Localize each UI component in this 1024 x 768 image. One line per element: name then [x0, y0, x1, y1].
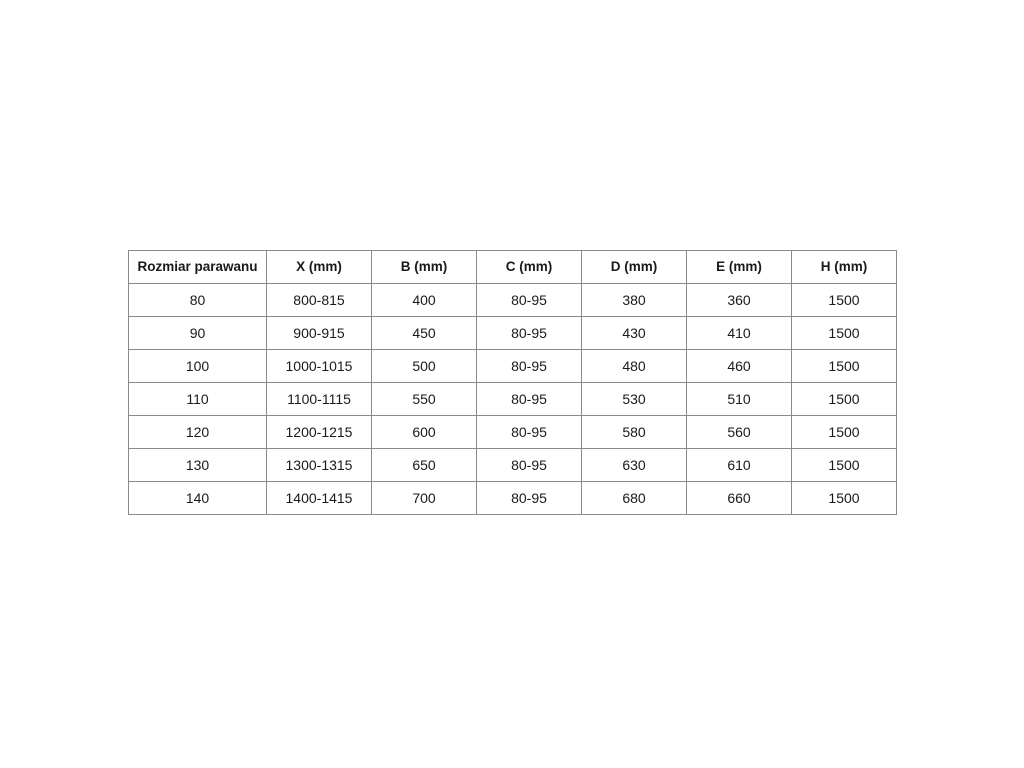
table-cell: 380: [582, 284, 687, 317]
table-cell: 410: [687, 317, 792, 350]
table-cell: 80-95: [477, 482, 582, 515]
table-cell: 1400-1415: [267, 482, 372, 515]
table-cell: 90: [129, 317, 267, 350]
table-cell: 1500: [792, 317, 897, 350]
table-cell: 100: [129, 350, 267, 383]
table-cell: 650: [372, 449, 477, 482]
table-cell: 510: [687, 383, 792, 416]
table-cell: 800-815: [267, 284, 372, 317]
table-cell: 480: [582, 350, 687, 383]
table-cell: 1200-1215: [267, 416, 372, 449]
table-cell: 1500: [792, 350, 897, 383]
table-cell: 1300-1315: [267, 449, 372, 482]
table-row: [129, 383, 897, 416]
table-cell: 140: [129, 482, 267, 515]
table-cell: 1500: [792, 416, 897, 449]
table-row: [129, 317, 897, 350]
table-cell: 660: [687, 482, 792, 515]
table-row: [129, 284, 897, 317]
table-cell: 680: [582, 482, 687, 515]
header-b-mm: B (mm): [372, 251, 477, 284]
table-cell: 1500: [792, 482, 897, 515]
table-cell: 500: [372, 350, 477, 383]
table-cell: 360: [687, 284, 792, 317]
header-e-mm: E (mm): [687, 251, 792, 284]
table-cell: 460: [687, 350, 792, 383]
table-cell: 80-95: [477, 416, 582, 449]
table-cell: 1500: [792, 284, 897, 317]
header-row: [129, 251, 897, 284]
table-cell: 1500: [792, 383, 897, 416]
table-cell: 1000-1015: [267, 350, 372, 383]
dimensions-table: [128, 250, 897, 515]
header-d-mm: D (mm): [582, 251, 687, 284]
table-cell: 80-95: [477, 284, 582, 317]
table-cell: 430: [582, 317, 687, 350]
table-cell: 900-915: [267, 317, 372, 350]
table-cell: 80: [129, 284, 267, 317]
table-row: [129, 350, 897, 383]
table-cell: 550: [372, 383, 477, 416]
header-rozmiar-parawanu: Rozmiar parawanu: [129, 251, 267, 284]
table-cell: 600: [372, 416, 477, 449]
table-cell: 80-95: [477, 449, 582, 482]
table-cell: 610: [687, 449, 792, 482]
table-cell: 80-95: [477, 350, 582, 383]
header-x-mm: X (mm): [267, 251, 372, 284]
table-cell: 700: [372, 482, 477, 515]
table-row: [129, 482, 897, 515]
table-cell: 630: [582, 449, 687, 482]
table-cell: 130: [129, 449, 267, 482]
table-cell: 110: [129, 383, 267, 416]
table-cell: 580: [582, 416, 687, 449]
table-cell: 80-95: [477, 383, 582, 416]
table-cell: 530: [582, 383, 687, 416]
table-cell: 560: [687, 416, 792, 449]
header-c-mm: C (mm): [477, 251, 582, 284]
table-cell: 80-95: [477, 317, 582, 350]
dimensions-table-container: [128, 250, 896, 515]
table-cell: 400: [372, 284, 477, 317]
table-cell: 1100-1115: [267, 383, 372, 416]
header-h-mm: H (mm): [792, 251, 897, 284]
table-row: [129, 416, 897, 449]
table-header: [129, 251, 897, 284]
table-cell: 1500: [792, 449, 897, 482]
table-body: [129, 284, 897, 515]
table-cell: 450: [372, 317, 477, 350]
table-cell: 120: [129, 416, 267, 449]
table-row: [129, 449, 897, 482]
